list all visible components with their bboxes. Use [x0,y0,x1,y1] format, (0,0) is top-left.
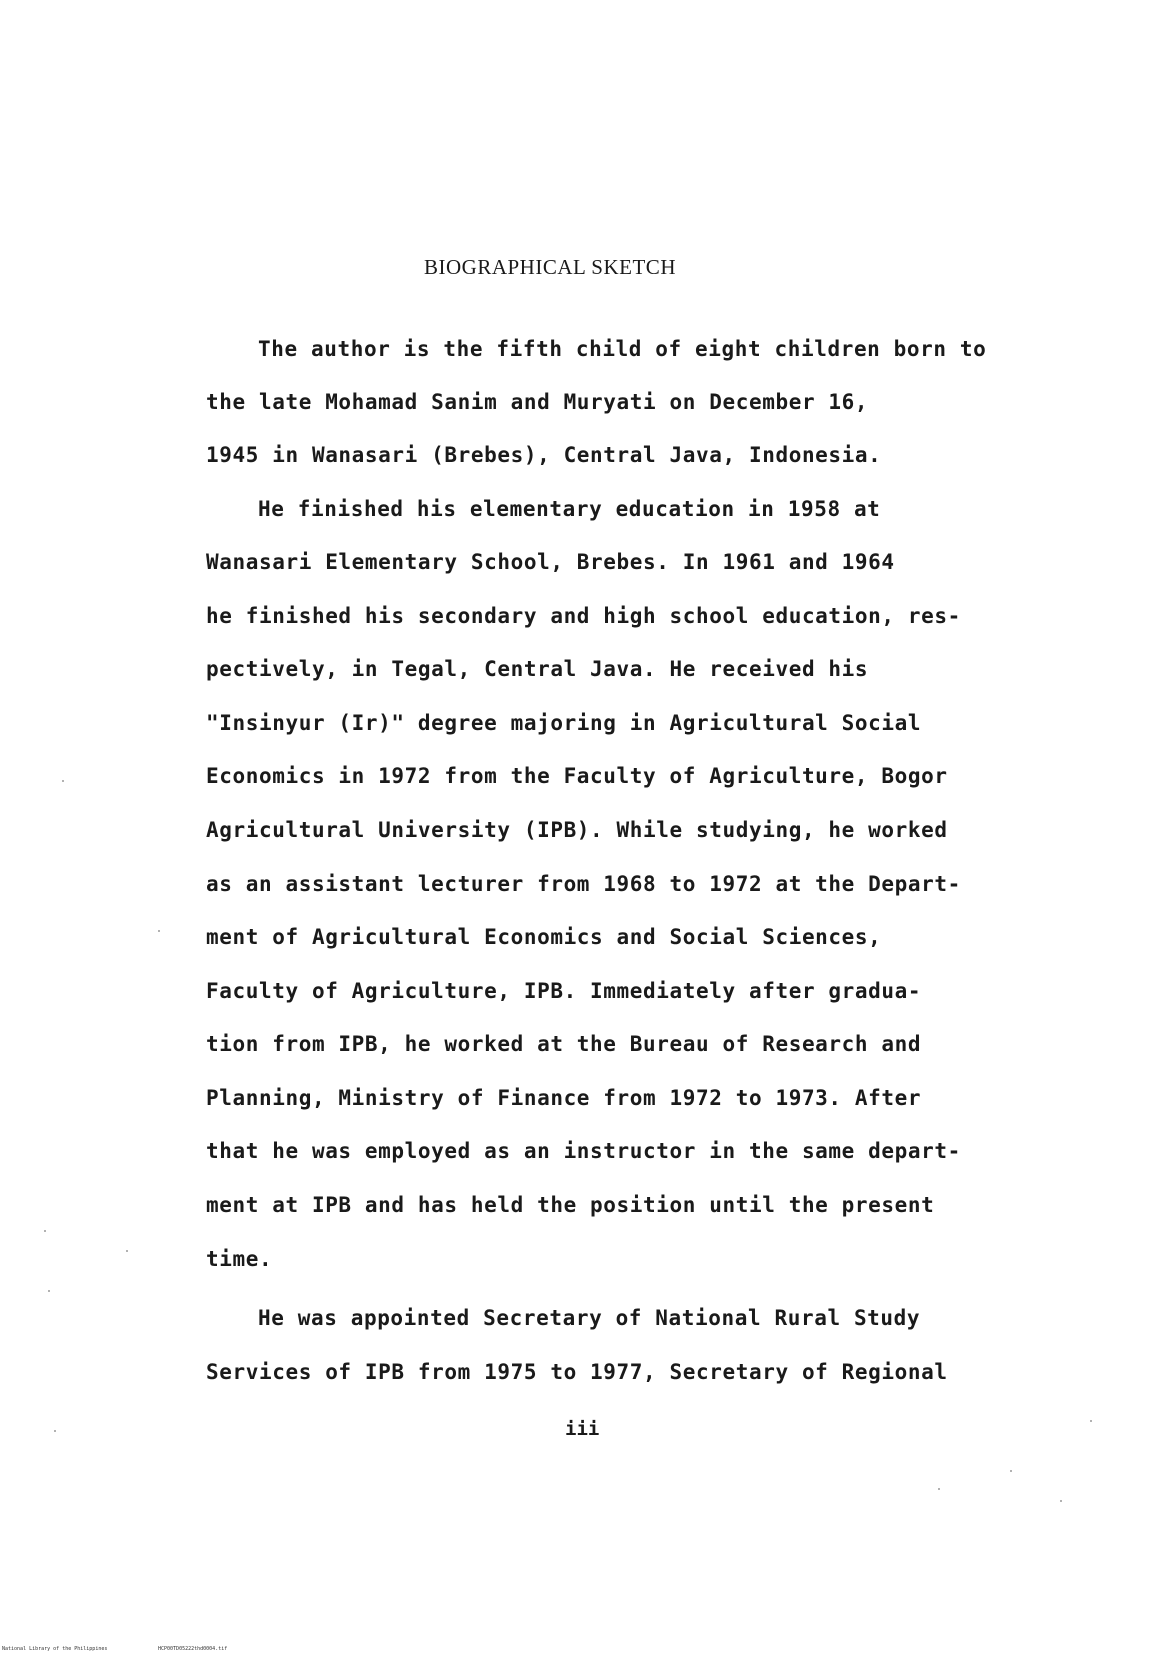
footer-library-name: National Library of the Philippines [2,1646,108,1652]
text-line: time. [206,1247,273,1271]
scan-speck [158,930,160,932]
scan-speck [48,1290,50,1292]
page-number: iii [565,1418,600,1440]
scan-speck [62,780,64,782]
text-line: pectively, in Tegal, Central Java. He received his [206,657,869,681]
text-line: The author is the fifth child of eight children born to [258,337,987,361]
text-line: "Insinyur (Ir)" degree majoring in Agricultural Social [206,711,922,735]
scan-speck [1010,1470,1012,1472]
scan-speck [44,1230,46,1232]
text-line: He finished his elementary education in 1958 at [258,497,881,521]
scan-speck [1090,1420,1092,1422]
text-line: 1945 in Wanasari (Brebes), Central Java, Indonesia. [206,443,882,467]
text-line: as an assistant lecturer from 1968 to 1972 at the Depart- [206,872,961,896]
scan-speck [938,1488,940,1490]
text-line: that he was employed as an instructor in the same depart- [206,1139,961,1163]
footer-file-name: HCP00TD05222thd0004.tif [158,1646,228,1652]
text-line: ment of Agricultural Economics and Social Sciences, [206,925,882,949]
scan-speck [1060,1500,1062,1502]
text-line: Wanasari Elementary School, Brebes. In 1961 and 1964 [206,550,895,574]
text-line: Agricultural University (IPB). While studying, he worked [206,818,948,842]
text-line: the late Mohamad Sanim and Muryati on December 16, [206,390,869,414]
text-line: he finished his secondary and high school education, res- [206,604,961,628]
text-line: Services of IPB from 1975 to 1977, Secretary of Regional [206,1360,948,1384]
scan-speck [54,1430,56,1432]
text-line: ment at IPB and has held the position until the present [206,1193,935,1217]
text-line: tion from IPB, he worked at the Bureau of Research and [206,1032,922,1056]
text-line: Economics in 1972 from the Faculty of Agriculture, Bogor [206,764,948,788]
page-title: BIOGRAPHICAL SKETCH [424,255,676,279]
scan-speck [126,1250,128,1252]
text-line: Planning, Ministry of Finance from 1972 to 1973. After [206,1086,922,1110]
text-line: Faculty of Agriculture, IPB. Immediately after gradua- [206,979,922,1003]
text-line: He was appointed Secretary of National Rural Study [258,1306,921,1330]
